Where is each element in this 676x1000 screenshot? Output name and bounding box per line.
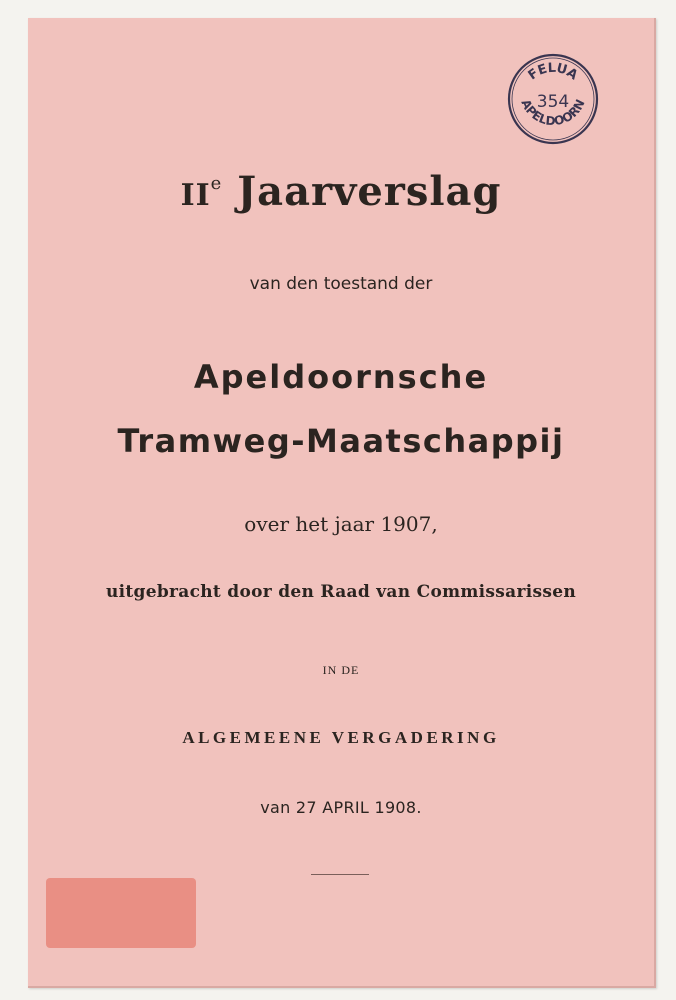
meeting-date: van 27 APRIL 1908.: [260, 798, 422, 817]
assembly-title: ALGEMEENE VERGADERING: [182, 728, 500, 747]
stamp-number: 354: [536, 92, 570, 112]
year-line: over het jaar 1907,: [244, 512, 438, 536]
stamp-bottom-text: APELDOORN: [518, 97, 588, 129]
stamp-top-text: FELUA: [525, 60, 581, 84]
title-ordinal: II: [180, 178, 211, 213]
company-name-line2: Tramweg-Maatschappij: [117, 422, 565, 460]
title-ordinal-suffix: e: [210, 173, 223, 194]
company-name-line1: Apeldoornsche: [193, 358, 489, 396]
title-main: Jaarverslag: [237, 168, 502, 215]
byline: uitgebracht door den Raad van Commissarissen: [105, 582, 577, 602]
document-cover: [28, 18, 656, 988]
library-stamp: [506, 52, 600, 146]
in-de-label: IN DE: [322, 663, 360, 677]
report-title: [28, 168, 654, 215]
sticker-residue: [46, 878, 196, 948]
decorative-rule: [311, 874, 369, 875]
subtitle: van den toestand der: [249, 274, 433, 294]
